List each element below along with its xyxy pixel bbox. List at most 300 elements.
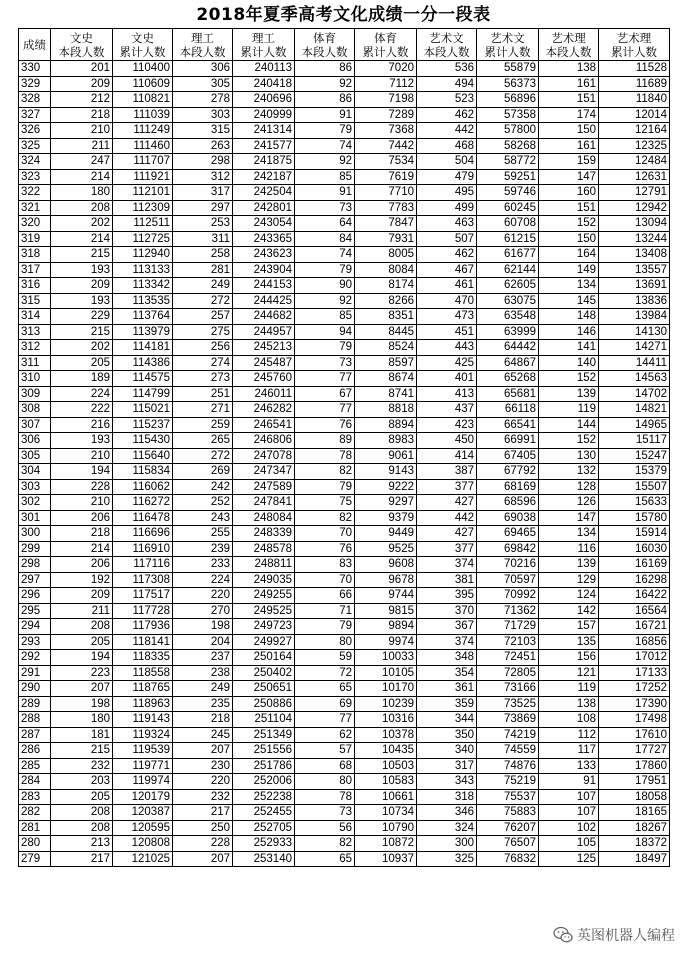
table-row	[19, 402, 670, 418]
count-cell: 144	[539, 417, 599, 433]
count-cell: 67792	[477, 464, 539, 480]
count-cell: 206	[51, 557, 113, 573]
count-cell: 467	[417, 262, 477, 278]
table-row	[19, 355, 670, 371]
count-cell: 354	[417, 665, 477, 681]
count-cell: 243	[173, 510, 233, 526]
count-cell: 17860	[599, 758, 670, 774]
count-cell: 215	[51, 743, 113, 759]
count-cell: 214	[51, 541, 113, 557]
count-cell: 110609	[113, 76, 173, 92]
score-cell: 299	[19, 541, 51, 557]
count-cell: 139	[539, 386, 599, 402]
count-cell: 8351	[355, 309, 417, 325]
score-cell: 330	[19, 61, 51, 77]
count-cell: 10316	[355, 712, 417, 728]
count-cell: 218	[51, 526, 113, 542]
count-cell: 65681	[477, 386, 539, 402]
count-cell: 243365	[233, 231, 295, 247]
count-cell: 83	[295, 557, 355, 573]
count-cell: 9222	[355, 479, 417, 495]
column-header-line1: 理工	[191, 30, 214, 45]
count-cell: 12791	[599, 185, 670, 201]
count-cell: 78	[295, 789, 355, 805]
count-cell: 16030	[599, 541, 670, 557]
count-cell: 507	[417, 231, 477, 247]
count-cell: 209	[51, 588, 113, 604]
count-cell: 194	[51, 464, 113, 480]
table-row	[19, 464, 670, 480]
count-cell: 8524	[355, 340, 417, 356]
count-cell: 156	[539, 650, 599, 666]
count-cell: 237	[173, 650, 233, 666]
count-cell: 250402	[233, 665, 295, 681]
count-cell: 120387	[113, 805, 173, 821]
count-cell: 14563	[599, 371, 670, 387]
count-cell: 113535	[113, 293, 173, 309]
count-cell: 198	[173, 619, 233, 635]
count-cell: 12164	[599, 123, 670, 139]
count-cell: 58268	[477, 138, 539, 154]
count-cell: 174	[539, 107, 599, 123]
score-cell: 317	[19, 262, 51, 278]
count-cell: 248811	[233, 557, 295, 573]
count-cell: 249	[173, 278, 233, 294]
count-cell: 147	[539, 169, 599, 185]
count-cell: 17133	[599, 665, 670, 681]
table-row	[19, 76, 670, 92]
count-cell: 61215	[477, 231, 539, 247]
count-cell: 16721	[599, 619, 670, 635]
score-cell: 304	[19, 464, 51, 480]
count-cell: 116272	[113, 495, 173, 511]
score-cell: 300	[19, 526, 51, 542]
count-cell: 113979	[113, 324, 173, 340]
count-cell: 160	[539, 185, 599, 201]
count-cell: 9894	[355, 619, 417, 635]
table-row	[19, 448, 670, 464]
score-cell: 285	[19, 758, 51, 774]
count-cell: 9061	[355, 448, 417, 464]
count-cell: 117308	[113, 572, 173, 588]
count-cell: 13408	[599, 247, 670, 263]
count-cell: 128	[539, 479, 599, 495]
count-cell: 133	[539, 758, 599, 774]
table-row	[19, 805, 670, 821]
count-cell: 64442	[477, 340, 539, 356]
count-cell: 119	[539, 681, 599, 697]
count-cell: 240418	[233, 76, 295, 92]
column-header-line2: 本段人数	[301, 44, 348, 59]
count-cell: 126	[539, 495, 599, 511]
count-cell: 325	[417, 851, 477, 867]
count-cell: 206	[51, 510, 113, 526]
count-cell: 117517	[113, 588, 173, 604]
count-cell: 251786	[233, 758, 295, 774]
count-cell: 16856	[599, 634, 670, 650]
count-cell: 75883	[477, 805, 539, 821]
count-cell: 132	[539, 464, 599, 480]
table-row	[19, 495, 670, 511]
column-header-line2: 累计人数	[611, 44, 657, 59]
count-cell: 70	[295, 526, 355, 542]
count-cell: 377	[417, 541, 477, 557]
count-cell: 14965	[599, 417, 670, 433]
count-cell: 94	[295, 324, 355, 340]
count-cell: 149	[539, 262, 599, 278]
count-cell: 56373	[477, 76, 539, 92]
table-row	[19, 619, 670, 635]
score-cell: 329	[19, 76, 51, 92]
count-cell: 70992	[477, 588, 539, 604]
count-cell: 124	[539, 588, 599, 604]
count-cell: 15633	[599, 495, 670, 511]
count-cell: 246011	[233, 386, 295, 402]
count-cell: 8894	[355, 417, 417, 433]
count-cell: 257	[173, 309, 233, 325]
column-header-line1: 文史	[131, 30, 154, 45]
count-cell: 317	[173, 185, 233, 201]
count-cell: 208	[51, 200, 113, 216]
count-cell: 10378	[355, 727, 417, 743]
count-cell: 303	[173, 107, 233, 123]
count-cell: 232	[173, 789, 233, 805]
count-cell: 249723	[233, 619, 295, 635]
table-row	[19, 774, 670, 790]
count-cell: 250	[173, 820, 233, 836]
count-cell: 66118	[477, 402, 539, 418]
table-row	[19, 572, 670, 588]
table-row	[19, 634, 670, 650]
count-cell: 80	[295, 634, 355, 650]
count-cell: 7112	[355, 76, 417, 92]
count-cell: 297	[173, 200, 233, 216]
column-header	[113, 29, 173, 61]
score-cell: 320	[19, 216, 51, 232]
count-cell: 12631	[599, 169, 670, 185]
count-cell: 248339	[233, 526, 295, 542]
count-cell: 15117	[599, 433, 670, 449]
count-cell: 278	[173, 92, 233, 108]
count-cell: 114575	[113, 371, 173, 387]
count-cell: 318	[417, 789, 477, 805]
count-cell: 64867	[477, 355, 539, 371]
count-cell: 13984	[599, 309, 670, 325]
count-cell: 189	[51, 371, 113, 387]
table-row	[19, 371, 670, 387]
count-cell: 244153	[233, 278, 295, 294]
table-row	[19, 293, 670, 309]
column-header	[355, 29, 417, 61]
count-cell: 246806	[233, 433, 295, 449]
count-cell: 10503	[355, 758, 417, 774]
count-cell: 72	[295, 665, 355, 681]
count-cell: 65268	[477, 371, 539, 387]
score-cell: 306	[19, 433, 51, 449]
count-cell: 138	[539, 61, 599, 77]
count-cell: 15507	[599, 479, 670, 495]
count-cell: 348	[417, 650, 477, 666]
count-cell: 120179	[113, 789, 173, 805]
count-cell: 13094	[599, 216, 670, 232]
table-row	[19, 510, 670, 526]
count-cell: 70597	[477, 572, 539, 588]
count-cell: 74	[295, 247, 355, 263]
count-cell: 238	[173, 665, 233, 681]
count-cell: 147	[539, 510, 599, 526]
count-cell: 151	[539, 200, 599, 216]
count-cell: 14271	[599, 340, 670, 356]
table-row	[19, 588, 670, 604]
count-cell: 228	[51, 479, 113, 495]
count-cell: 210	[51, 448, 113, 464]
count-cell: 63999	[477, 324, 539, 340]
score-cell: 301	[19, 510, 51, 526]
count-cell: 76832	[477, 851, 539, 867]
count-cell: 244425	[233, 293, 295, 309]
count-cell: 118141	[113, 634, 173, 650]
count-cell: 212	[51, 92, 113, 108]
watermark-text: 英图机器人编程	[577, 928, 675, 944]
count-cell: 259	[173, 417, 233, 433]
count-cell: 68	[295, 758, 355, 774]
count-cell: 105	[539, 836, 599, 852]
count-cell: 115834	[113, 464, 173, 480]
count-cell: 73	[295, 355, 355, 371]
score-cell: 283	[19, 789, 51, 805]
table-row	[19, 278, 670, 294]
table-row	[19, 386, 670, 402]
count-cell: 203	[51, 774, 113, 790]
count-cell: 205	[51, 789, 113, 805]
count-cell: 523	[417, 92, 477, 108]
count-cell: 58772	[477, 154, 539, 170]
count-cell: 85	[295, 169, 355, 185]
count-cell: 263	[173, 138, 233, 154]
count-cell: 12014	[599, 107, 670, 123]
count-cell: 273	[173, 371, 233, 387]
count-cell: 79	[295, 123, 355, 139]
count-cell: 17012	[599, 650, 670, 666]
count-cell: 17951	[599, 774, 670, 790]
count-cell: 14821	[599, 402, 670, 418]
score-cell: 286	[19, 743, 51, 759]
column-header-line1: 艺术文	[429, 30, 464, 45]
table-row	[19, 185, 670, 201]
count-cell: 344	[417, 712, 477, 728]
count-cell: 252455	[233, 805, 295, 821]
count-cell: 10105	[355, 665, 417, 681]
column-header	[233, 29, 295, 61]
count-cell: 10583	[355, 774, 417, 790]
count-cell: 56	[295, 820, 355, 836]
count-cell: 113764	[113, 309, 173, 325]
count-cell: 247078	[233, 448, 295, 464]
count-cell: 470	[417, 293, 477, 309]
count-cell: 152	[539, 371, 599, 387]
count-cell: 243054	[233, 216, 295, 232]
table-row	[19, 541, 670, 557]
score-cell: 321	[19, 200, 51, 216]
table-row	[19, 61, 670, 77]
table-row	[19, 417, 670, 433]
count-cell: 193	[51, 293, 113, 309]
count-cell: 15379	[599, 464, 670, 480]
count-cell: 258	[173, 247, 233, 263]
score-cell: 280	[19, 836, 51, 852]
count-cell: 180	[51, 712, 113, 728]
table-row	[19, 216, 670, 232]
wechat-icon	[553, 926, 573, 944]
count-cell: 74559	[477, 743, 539, 759]
count-cell: 116	[539, 541, 599, 557]
count-cell: 119539	[113, 743, 173, 759]
count-cell: 275	[173, 324, 233, 340]
column-header-line1: 文史	[70, 30, 93, 45]
count-cell: 312	[173, 169, 233, 185]
count-cell: 8741	[355, 386, 417, 402]
column-header	[295, 29, 355, 61]
column-header-line2: 累计人数	[240, 44, 287, 59]
count-cell: 251556	[233, 743, 295, 759]
count-cell: 86	[295, 61, 355, 77]
table-row	[19, 820, 670, 836]
score-cell: 303	[19, 479, 51, 495]
count-cell: 66541	[477, 417, 539, 433]
count-cell: 17252	[599, 681, 670, 697]
count-cell: 118558	[113, 665, 173, 681]
count-cell: 141	[539, 340, 599, 356]
count-cell: 10239	[355, 696, 417, 712]
table-row	[19, 138, 670, 154]
count-cell: 213	[51, 836, 113, 852]
count-cell: 192	[51, 572, 113, 588]
count-cell: 134	[539, 278, 599, 294]
count-cell: 75537	[477, 789, 539, 805]
count-cell: 59251	[477, 169, 539, 185]
score-cell: 297	[19, 572, 51, 588]
table-row	[19, 200, 670, 216]
count-cell: 272	[173, 293, 233, 309]
count-cell: 116696	[113, 526, 173, 542]
count-cell: 11840	[599, 92, 670, 108]
count-cell: 79	[295, 619, 355, 635]
count-cell: 401	[417, 371, 477, 387]
count-cell: 76507	[477, 836, 539, 852]
count-cell: 181	[51, 727, 113, 743]
count-cell: 84	[295, 231, 355, 247]
score-cell: 290	[19, 681, 51, 697]
count-cell: 62144	[477, 262, 539, 278]
score-cell: 312	[19, 340, 51, 356]
count-cell: 10734	[355, 805, 417, 821]
count-cell: 112511	[113, 216, 173, 232]
count-cell: 112	[539, 727, 599, 743]
score-cell: 314	[19, 309, 51, 325]
count-cell: 91	[539, 774, 599, 790]
count-cell: 381	[417, 572, 477, 588]
count-cell: 92	[295, 76, 355, 92]
count-cell: 7783	[355, 200, 417, 216]
count-cell: 311	[173, 231, 233, 247]
count-cell: 116062	[113, 479, 173, 495]
score-cell: 315	[19, 293, 51, 309]
score-cell: 294	[19, 619, 51, 635]
count-cell: 425	[417, 355, 477, 371]
table-row	[19, 696, 670, 712]
count-cell: 60245	[477, 200, 539, 216]
count-cell: 63075	[477, 293, 539, 309]
score-cell: 325	[19, 138, 51, 154]
count-cell: 7020	[355, 61, 417, 77]
count-cell: 7534	[355, 154, 417, 170]
score-cell: 309	[19, 386, 51, 402]
count-cell: 118963	[113, 696, 173, 712]
score-cell: 305	[19, 448, 51, 464]
count-cell: 66991	[477, 433, 539, 449]
score-cell: 289	[19, 696, 51, 712]
table-row	[19, 665, 670, 681]
count-cell: 59746	[477, 185, 539, 201]
column-header-line1: 艺术理	[551, 30, 586, 45]
table-row	[19, 231, 670, 247]
count-cell: 423	[417, 417, 477, 433]
count-cell: 115430	[113, 433, 173, 449]
count-cell: 114386	[113, 355, 173, 371]
column-header-line2: 累计人数	[484, 44, 531, 59]
count-cell: 16422	[599, 588, 670, 604]
count-cell: 252933	[233, 836, 295, 852]
count-cell: 9449	[355, 526, 417, 542]
count-cell: 217	[51, 851, 113, 867]
count-cell: 119324	[113, 727, 173, 743]
count-cell: 10033	[355, 650, 417, 666]
count-cell: 67405	[477, 448, 539, 464]
count-cell: 18497	[599, 851, 670, 867]
table-row	[19, 851, 670, 867]
count-cell: 79	[295, 262, 355, 278]
column-header-line2: 本段人数	[423, 44, 470, 59]
count-cell: 9379	[355, 510, 417, 526]
count-cell: 92	[295, 293, 355, 309]
count-cell: 67	[295, 386, 355, 402]
score-cell: 323	[19, 169, 51, 185]
count-cell: 134	[539, 526, 599, 542]
count-cell: 8174	[355, 278, 417, 294]
count-cell: 370	[417, 603, 477, 619]
count-cell: 251349	[233, 727, 295, 743]
count-cell: 217	[173, 805, 233, 821]
count-cell: 73	[295, 200, 355, 216]
count-cell: 119974	[113, 774, 173, 790]
count-cell: 7847	[355, 216, 417, 232]
count-cell: 242504	[233, 185, 295, 201]
count-cell: 245487	[233, 355, 295, 371]
count-cell: 244682	[233, 309, 295, 325]
score-cell: 308	[19, 402, 51, 418]
count-cell: 387	[417, 464, 477, 480]
count-cell: 10170	[355, 681, 417, 697]
count-cell: 499	[417, 200, 477, 216]
count-cell: 461	[417, 278, 477, 294]
count-cell: 207	[173, 851, 233, 867]
count-cell: 241577	[233, 138, 295, 154]
table-row	[19, 107, 670, 123]
count-cell: 249255	[233, 588, 295, 604]
table-row	[19, 154, 670, 170]
count-cell: 75	[295, 495, 355, 511]
count-cell: 73	[295, 805, 355, 821]
